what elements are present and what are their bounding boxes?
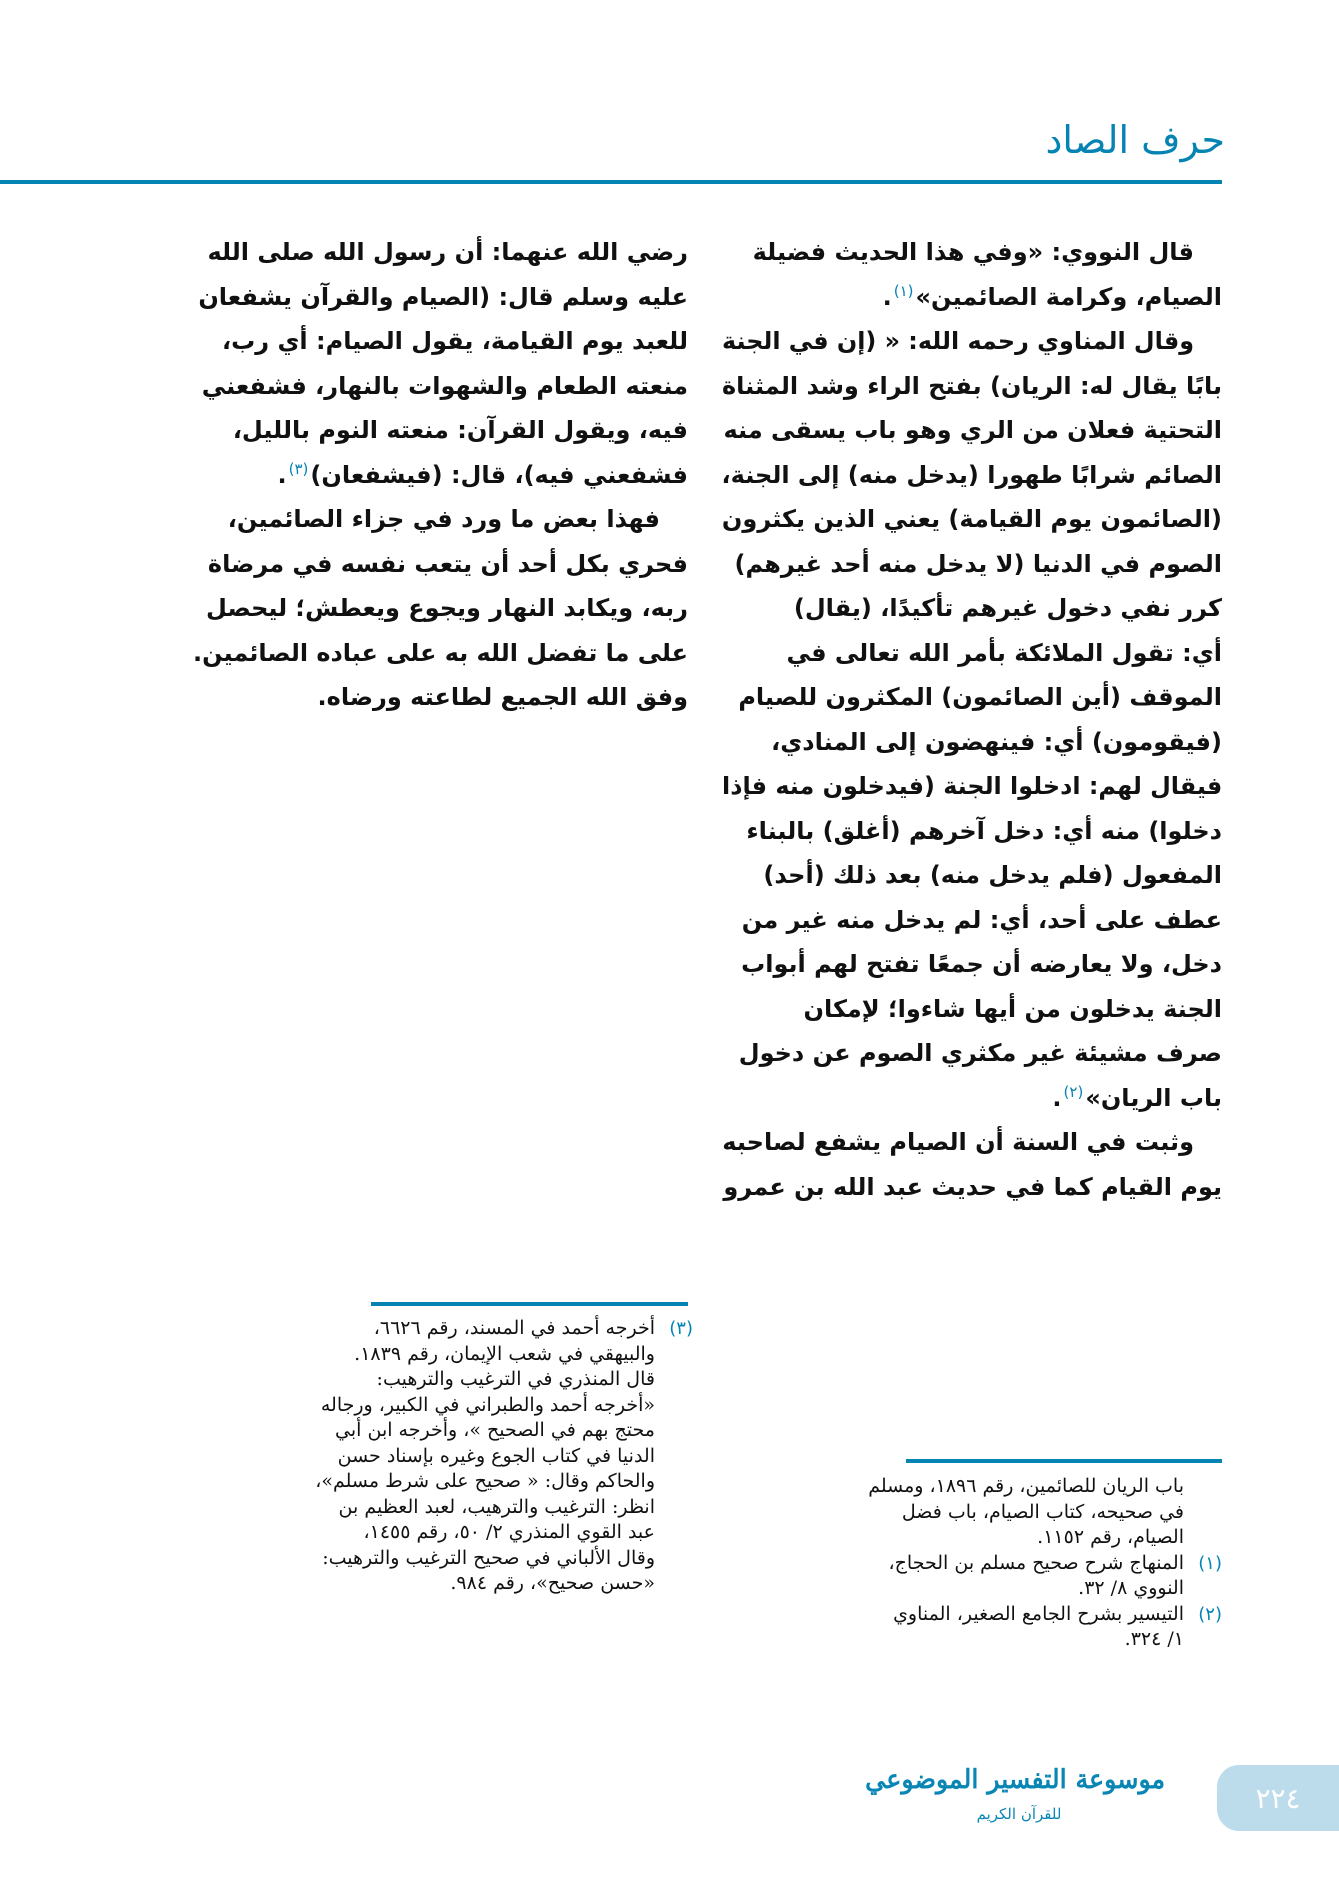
- footnote-line-content: «أخرجه أحمد والطبراني في الكبير، ورجاله: [320, 1393, 655, 1416]
- text-line-content: عطف على أحد، أي: لم يدخل منه غير من: [741, 905, 1222, 934]
- text-line: [722, 720, 1222, 765]
- footnote-line: [193, 1342, 693, 1368]
- text-line: [722, 542, 1222, 587]
- text-line-content: صرف مشيئة غير مكثري الصوم عن دخول: [738, 1039, 1222, 1067]
- footnote-line-content: الصيام، رقم ١١٥٢.: [1037, 1526, 1184, 1548]
- text-line: [193, 453, 688, 498]
- footnotes-right: [722, 1474, 1222, 1653]
- text-line: [193, 542, 688, 587]
- footnote-ref-1[interactable]: (١): [893, 281, 914, 300]
- text-line: [722, 1165, 1222, 1210]
- text-line-content: التحتية فعلان من الري وهو باب يسقى منه: [723, 416, 1222, 444]
- text-line: [722, 898, 1222, 943]
- text-line: [722, 364, 1222, 409]
- punctuation: .: [277, 460, 287, 489]
- text-line: [722, 809, 1222, 854]
- footnote-line: [193, 1393, 693, 1419]
- footnote-line: [193, 1495, 693, 1521]
- text-line-content: المفعول (فلم يدخل منه) بعد ذلك (أحد): [763, 861, 1222, 889]
- text-line-content: كرر نفي دخول غيرهم تأكيدًا، (يقال): [793, 594, 1222, 622]
- text-line: [193, 497, 688, 542]
- text-line: [193, 275, 688, 320]
- text-line-content: وفق الله الجميع لطاعته ورضاه.: [317, 683, 688, 711]
- text-line-text: باب الريان»: [1085, 1083, 1222, 1112]
- text-line: [722, 319, 1222, 364]
- footnote-line-content: ١/ ٣٢٤.: [1124, 1628, 1184, 1650]
- footnote-line: [193, 1418, 693, 1444]
- footnote-line: [193, 1469, 693, 1495]
- text-line: [722, 853, 1222, 898]
- paragraph-hadith: [193, 230, 688, 497]
- footnote-continuation: [722, 1474, 1222, 1551]
- text-line-content: قال النووي: «وفي هذا الحديث فضيلة: [752, 238, 1194, 266]
- footnote-line: [722, 1525, 1222, 1551]
- footnote-divider-right: [906, 1459, 1222, 1463]
- footnote-number: (٣): [669, 1318, 693, 1339]
- text-line-content: (فيقومون) أي: فينهضون إلى المنادي،: [771, 727, 1222, 756]
- text-line-text: فشفعني فيه)، قال: (فيشفعان): [310, 460, 688, 489]
- footnote-divider-left: [371, 1302, 688, 1306]
- main-text-column-right: [722, 230, 1222, 1209]
- text-line-content: الموقف (أين الصائمون) المكثرون للصيام: [738, 683, 1222, 711]
- footnote-line-content: قال المنذري في الترغيب والترهيب:: [376, 1368, 655, 1390]
- footnotes-left: [193, 1316, 693, 1597]
- header-divider: [0, 180, 1222, 184]
- text-line-content: دخلوا) منه أي: دخل آخرهم (أغلق) بالبناء: [746, 816, 1222, 845]
- text-line: [193, 675, 688, 720]
- text-line-content: منعته الطعام والشهوات بالنهار، فشفعني: [201, 371, 688, 400]
- footnote-3: [193, 1316, 693, 1597]
- text-line: [193, 364, 688, 409]
- text-line: [193, 586, 688, 631]
- text-line: [722, 1031, 1222, 1076]
- text-line-content: للعبد يوم القيامة، يقول الصيام: أي رب،: [222, 327, 688, 355]
- footnote-2: [722, 1602, 1222, 1653]
- text-line: [722, 987, 1222, 1032]
- text-line-content: بابًا يقال له: الريان) بفتح الراء وشد المثناة: [722, 371, 1222, 400]
- footnote-line: [193, 1571, 693, 1597]
- punctuation: .: [882, 282, 892, 311]
- page-number-badge: [1217, 1765, 1339, 1831]
- text-line-content: فحري بكل أحد أن يتعب نفسه في مرضاة: [207, 549, 688, 578]
- text-line: [722, 675, 1222, 720]
- text-line-content: وثبت في السنة أن الصيام يشفع لصاحبه: [722, 1128, 1194, 1156]
- footnote-line-content: «حسن صحيح»، رقم ٩٨٤.: [450, 1572, 655, 1594]
- footnote-line-content: التيسير بشرح الجامع الصغير، المناوي: [893, 1602, 1184, 1625]
- main-text-column-left: [193, 230, 688, 720]
- text-line: [722, 408, 1222, 453]
- text-line-content: الجنة يدخلون من أيها شاءوا؛ لإمكان: [803, 994, 1222, 1023]
- footnote-line-content: المنهاج شرح صحيح مسلم بن الحجاج،: [888, 1551, 1184, 1574]
- footnote-ref-3[interactable]: (٣): [288, 459, 309, 478]
- text-line-content: (الصائمون يوم القيامة) يعني الذين يكثرون: [721, 505, 1222, 533]
- text-line-content: فيه، ويقول القرآن: منعته النوم بالليل،: [232, 416, 688, 444]
- footnote-1: [722, 1551, 1222, 1602]
- footnote-number: (٢): [1198, 1603, 1222, 1625]
- footnote-line: [722, 1627, 1222, 1653]
- text-line: [722, 275, 1222, 320]
- text-line: [193, 408, 688, 453]
- chapter-title: حرف الصاد: [1045, 118, 1225, 162]
- paragraph-munawi-quote: [722, 319, 1222, 1120]
- paragraph-sunnah: [722, 1120, 1222, 1209]
- text-line-content: أي: تقول الملائكة بأمر الله تعالى في: [786, 638, 1222, 667]
- text-line: [722, 764, 1222, 809]
- encyclopedia-logo: [865, 1758, 1169, 1842]
- text-line-content: الصوم في الدنيا (لا يدخل منه أحد غيرهم): [734, 549, 1222, 578]
- footnote-line: [193, 1367, 693, 1393]
- text-line: [193, 230, 688, 275]
- text-line-content: ربه، ويكابد النهار ويجوع ويعطش؛ ليحصل: [206, 594, 688, 622]
- footnote-line-content: وقال الألباني في صحيح الترغيب والترهيب:: [322, 1546, 655, 1569]
- text-line: [722, 1120, 1222, 1165]
- text-line: [722, 586, 1222, 631]
- text-line-content: وقال المناوي رحمه الله: « (إن في الجنة: [721, 327, 1194, 355]
- footnote-line: [722, 1474, 1222, 1500]
- footnote-line: [193, 1316, 693, 1342]
- footnote-line-content: والبيهقي في شعب الإيمان، رقم ١٨٣٩.: [354, 1342, 655, 1365]
- footnote-number: (١): [1198, 1552, 1222, 1574]
- footnote-line: [722, 1602, 1222, 1628]
- text-line-content: فهذا بعض ما ورد في جزاء الصائمين،: [227, 505, 660, 533]
- text-line: [722, 942, 1222, 987]
- footnote-line-content: أخرجه أحمد في المسند، رقم ٦٦٢٦،: [373, 1317, 655, 1339]
- punctuation: .: [1052, 1083, 1062, 1112]
- text-line-content: [278, 453, 689, 498]
- footnote-line-content: في صحيحه، كتاب الصيام، باب فضل: [901, 1500, 1184, 1523]
- footnote-line: [722, 1576, 1222, 1602]
- text-line: [722, 453, 1222, 498]
- text-line-text: الصيام، وكرامة الصائمين»: [915, 282, 1222, 311]
- text-line-content: عليه وسلم قال: (الصيام والقرآن يشفعان: [198, 282, 688, 311]
- footnote-line-content: النووي ٨/ ٣٢.: [1078, 1577, 1184, 1599]
- text-line-content: رضي الله عنهما: أن رسول الله صلى الله: [207, 238, 688, 266]
- footnote-line: [193, 1520, 693, 1546]
- page-number: ٢٢٤: [1255, 1781, 1301, 1815]
- text-line-content: [1052, 1076, 1222, 1121]
- paragraph-nawawi-quote: [722, 230, 1222, 319]
- footnote-line-content: انظر: الترغيب والترهيب، لعبد العظيم بن: [338, 1495, 655, 1518]
- text-line-content: دخل، ولا يعارضه أن جمعًا تفتح لهم أبواب: [741, 950, 1222, 978]
- text-line-content: الصائم شرابًا طهورا (يدخل منه) إلى الجنة،: [721, 460, 1222, 489]
- footnote-line: [193, 1444, 693, 1470]
- text-line: [722, 631, 1222, 676]
- text-line: [193, 631, 688, 676]
- footnote-ref-2[interactable]: (٢): [1063, 1082, 1084, 1101]
- text-line: [193, 319, 688, 364]
- text-line: [722, 230, 1222, 275]
- text-line: [722, 1076, 1222, 1121]
- footnote-line: [722, 1551, 1222, 1577]
- footnote-line: [193, 1546, 693, 1572]
- footnote-line-content: الدنيا في كتاب الجوع وغيره بإسناد حسن: [337, 1444, 655, 1467]
- footnote-line-content: عبد القوي المنذري ٢/ ٥٠، رقم ١٤٥٥،: [363, 1521, 655, 1543]
- text-line-content: فيقال لهم: ادخلوا الجنة (فيدخلون منه فإذا: [721, 772, 1222, 800]
- text-line: [722, 497, 1222, 542]
- logo-subtitle: للقرآن الكريم: [976, 1805, 1062, 1823]
- footnote-line-content: محتج بهم في الصحيح »، وأخرجه ابن أبي: [335, 1419, 655, 1441]
- text-line-content: يوم القيام كما في حديث عبد الله بن عمرو: [723, 1172, 1222, 1201]
- footnote-line-content: باب الريان للصائمين، رقم ١٨٩٦، ومسلم: [868, 1475, 1184, 1497]
- paragraph-conclusion: [193, 497, 688, 720]
- text-line-content: [883, 275, 1222, 320]
- footnote-line: [722, 1500, 1222, 1526]
- text-line-content: على ما تفضل الله به على عباده الصائمين.: [192, 638, 688, 667]
- logo-title: موسوعة التفسير الموضوعي: [865, 1765, 1166, 1795]
- footnote-line-content: والحاكم وقال: « صحيح على شرط مسلم»،: [315, 1470, 655, 1492]
